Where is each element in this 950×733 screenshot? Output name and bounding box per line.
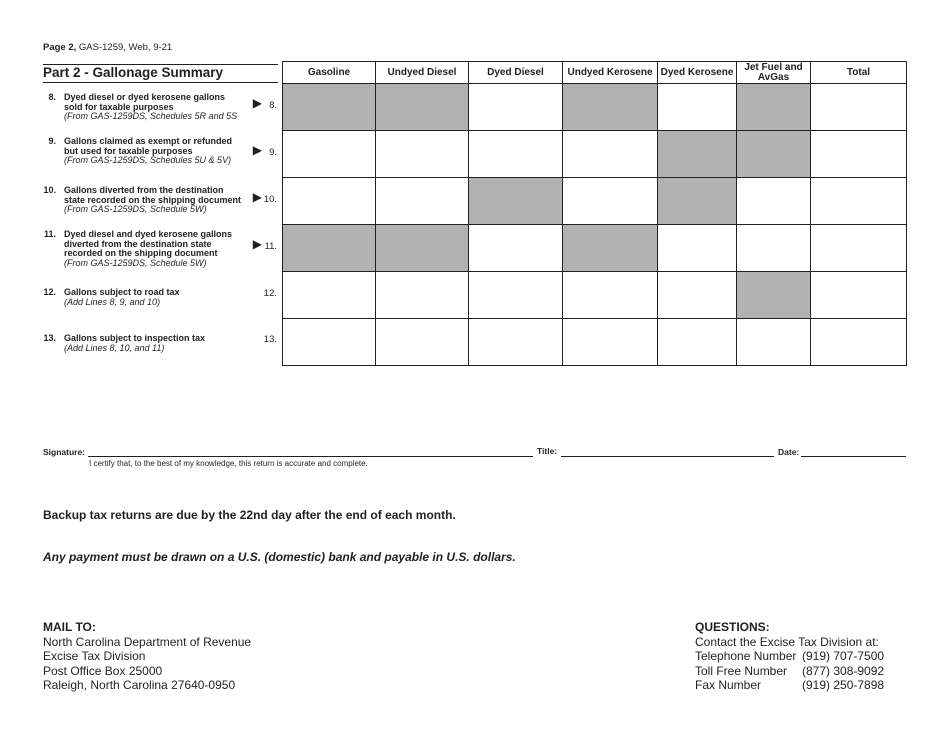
table-row-line-13: [283, 319, 907, 366]
contact-label: Fax Number: [695, 678, 762, 692]
questions-intro: Contact the Excise Tax Division at:: [695, 634, 879, 649]
cell-input[interactable]: [737, 178, 811, 225]
contact-label: Telephone Number: [695, 649, 797, 663]
cell-shaded: [283, 84, 376, 131]
line-number: 9.: [48, 136, 56, 146]
cell-input[interactable]: [469, 319, 563, 366]
line-source: (From GAS-1259DS, Schedules 5U & 5V): [64, 155, 232, 165]
cell-input[interactable]: [376, 131, 469, 178]
questions-block: [695, 620, 884, 693]
arrow-icon: ▶: [252, 237, 262, 251]
line-number: 13.: [43, 333, 56, 343]
table-row-line-10: [283, 178, 907, 225]
page-header: [43, 42, 172, 53]
gallonage-table: [282, 61, 907, 366]
cell-input[interactable]: [376, 319, 469, 366]
col-total: Total: [811, 62, 907, 84]
col-undyed-diesel: Undyed Diesel: [376, 62, 469, 84]
cell-input[interactable]: [811, 131, 907, 178]
cell-shaded: [376, 225, 469, 272]
table-row-line-9: [283, 131, 907, 178]
line-ref: 10.: [263, 194, 277, 205]
line-text: Gallons claimed as exempt or refunded but used for taxable purposes: [64, 136, 233, 156]
cell-input[interactable]: [283, 319, 376, 366]
line-text: Dyed diesel or dyed kerosene gallons sold for taxable purposes: [64, 92, 226, 112]
cell-input[interactable]: [811, 178, 907, 225]
cell-input[interactable]: [811, 319, 907, 366]
payment-notice: Any payment must be drawn on a U.S. (domestic) bank and payable in U.S. dollars.: [43, 550, 516, 564]
cell-shaded: [283, 225, 376, 272]
cell-input[interactable]: [658, 272, 737, 319]
line-ref: 9.: [269, 147, 277, 158]
line-number: 8.: [48, 92, 56, 102]
cell-shaded: [658, 178, 737, 225]
cell-shaded: [737, 84, 811, 131]
mail-address-line: Raleigh, North Carolina 27640-0950: [43, 678, 236, 692]
cell-input[interactable]: [563, 131, 658, 178]
contact-row: [695, 678, 884, 693]
contact-value: (877) 308-9092: [802, 663, 885, 678]
cell-input[interactable]: [811, 225, 907, 272]
line-text: Dyed diesel and dyed kerosene gallons diverted from the destination state recorded on the shipping document: [64, 229, 233, 258]
cell-input[interactable]: [658, 84, 737, 131]
title-label: Title:: [537, 446, 558, 456]
cell-input[interactable]: [563, 272, 658, 319]
cell-shaded: [563, 225, 658, 272]
col-gasoline: Gasoline: [283, 62, 376, 84]
line-number: 12.: [43, 287, 56, 297]
contact-label: Toll Free Number: [695, 663, 788, 678]
cell-shaded: [469, 178, 563, 225]
mail-address-line: Post Office Box 25000: [43, 663, 163, 678]
line-source: (Add Lines 8, 9, and 10): [64, 296, 161, 307]
cell-input[interactable]: [469, 225, 563, 272]
contact-row: [695, 664, 884, 679]
contact-row: [695, 649, 884, 664]
contact-value: (919) 250-7898: [802, 678, 885, 692]
line-ref: 11.: [264, 241, 277, 252]
line-source: (From GAS-1259DS, Schedules 5R and 5S: [64, 111, 238, 121]
cell-shaded: [376, 84, 469, 131]
form-id: GAS-1259, Web, 9-21: [78, 42, 173, 53]
cell-input[interactable]: [658, 225, 737, 272]
mail-to-block: [43, 620, 251, 693]
cell-input[interactable]: [469, 272, 563, 319]
cell-input[interactable]: [811, 272, 907, 319]
cell-input[interactable]: [376, 272, 469, 319]
col-undyed-kerosene: Undyed Kerosene: [563, 62, 658, 84]
due-date-notice: Backup tax returns are due by the 22nd day after the end of each month.: [43, 508, 456, 522]
table-row-line-12: [283, 272, 907, 319]
line-ref: 8.: [269, 100, 277, 111]
signature-field[interactable]: [88, 456, 533, 457]
cell-shaded: [658, 131, 737, 178]
cell-input[interactable]: [811, 84, 907, 131]
line-number: 11.: [43, 229, 56, 239]
page-number: Page 2,: [43, 42, 77, 53]
cell-input[interactable]: [376, 178, 469, 225]
line-source: (From GAS-1259DS, Schedule 5W): [64, 204, 207, 214]
mail-address-line: Excise Tax Division: [43, 649, 146, 663]
arrow-icon: ▶: [252, 143, 262, 157]
line-source: (Add Lines 8, 10, and 11): [64, 342, 165, 353]
cell-input[interactable]: [737, 319, 811, 366]
cell-input[interactable]: [283, 131, 376, 178]
mail-to-heading: MAIL TO:: [43, 620, 96, 634]
cell-shaded: [737, 131, 811, 178]
arrow-icon: ▶: [252, 96, 262, 110]
col-dyed-kerosene: Dyed Kerosene: [658, 62, 737, 84]
part-title: Part 2 - Gallonage Summary: [43, 64, 278, 83]
cell-input[interactable]: [283, 178, 376, 225]
mail-address-line: North Carolina Department of Revenue: [43, 634, 252, 649]
cell-input[interactable]: [737, 225, 811, 272]
signature-label: Signature:: [43, 447, 86, 457]
cell-shaded: [563, 84, 658, 131]
cell-input[interactable]: [283, 272, 376, 319]
line-ref: 13.: [263, 334, 277, 345]
col-jet-fuel-avgas: Jet Fuel and AvGas: [737, 62, 811, 84]
questions-heading: QUESTIONS:: [695, 620, 770, 634]
arrow-icon: ▶: [252, 190, 262, 204]
contact-value: (919) 707-7500: [802, 649, 885, 663]
cell-input[interactable]: [658, 319, 737, 366]
cell-input[interactable]: [563, 319, 658, 366]
line-number: 10.: [43, 185, 56, 195]
line-source: (From GAS-1259DS, Schedule 5W): [64, 257, 207, 268]
line-text: Gallons subject to road tax: [64, 287, 180, 297]
cell-input[interactable]: [469, 84, 563, 131]
date-label: Date:: [778, 447, 800, 457]
line-text: Gallons diverted from the destination state recorded on the shipping document: [64, 185, 242, 205]
date-field[interactable]: [801, 456, 906, 457]
col-dyed-diesel: Dyed Diesel: [469, 62, 563, 84]
table-row-line-11: [283, 225, 907, 272]
cell-input[interactable]: [469, 131, 563, 178]
table-row-line-8: [283, 84, 907, 131]
line-ref: 12.: [263, 288, 277, 299]
cell-input[interactable]: [563, 178, 658, 225]
line-text: Gallons subject to inspection tax: [64, 333, 206, 343]
title-field[interactable]: [561, 456, 774, 457]
certification-text: I certify that, to the best of my knowledge, this return is accurate and complete.: [89, 459, 368, 468]
table-header-row: [283, 62, 907, 84]
cell-shaded: [737, 272, 811, 319]
